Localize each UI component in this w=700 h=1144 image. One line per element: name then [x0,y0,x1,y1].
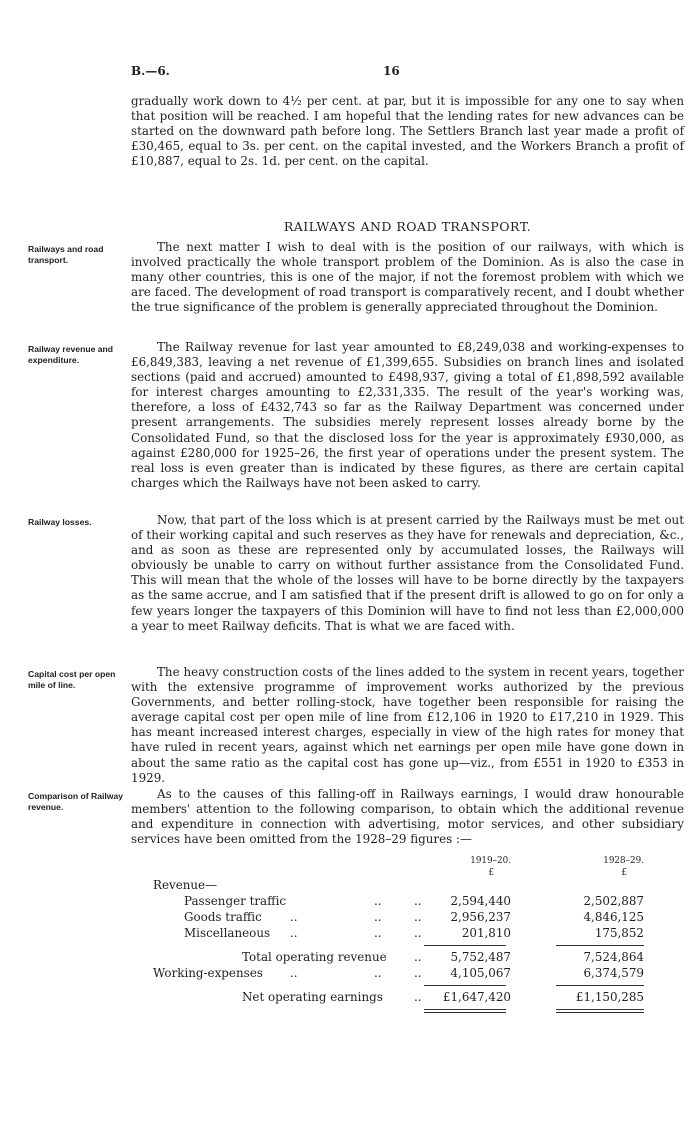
row-value-1919: 201,810 [461,926,511,940]
paragraph: The next matter I wish to deal with is the position of our railways, with which is involved practically the whole transport problem of the Dominion. As is also the case in many other countries, this is one of the major, if not the foremost problem with which we are faced. The development of road transport is comparatively recent, and I doubt whether the true significance of the problem is generally appreciated throughout the Dominion. [131,240,684,315]
subtotal-rule [556,945,644,946]
side-note-capital-cost: Capital cost per open mile of line. [28,669,116,690]
subtotal-rule [424,985,506,986]
page-ref: B.—6. [131,64,170,78]
column-header-1919: 1919–20. [470,856,511,866]
net-earnings-1928: £1,150,285 [575,990,644,1004]
section-heading: RAILWAYS AND ROAD TRANSPORT. [283,219,532,234]
row-label: Passenger traffic [184,894,287,908]
side-note-railway-losses: Railway losses. [28,517,92,527]
side-note-railways-road: Railways and road transport. [28,244,104,265]
working-expenses-1919: 4,105,067 [450,966,511,980]
row-label: Miscellaneous [184,926,271,940]
revenue-label-row [131,878,684,894]
page-number: 16 [383,64,400,78]
double-rule [556,1012,644,1013]
row-value-1928: 4,846,125 [583,910,644,924]
column-header-1928: 1928–29. [603,856,644,866]
net-earnings-1919: £1,647,420 [442,990,511,1004]
total-revenue-1928: 7,524,864 [583,950,644,964]
section-comparison [131,787,684,847]
currency-symbol: £ [488,868,494,878]
side-note-revenue-expenditure: Railway revenue and expenditure. [28,344,114,365]
currency-symbol: £ [621,868,627,878]
subtotal-rule [556,985,644,986]
working-expenses-label: Working-expenses [153,966,263,980]
subtotal-rule [424,945,506,946]
intro-paragraph-block [131,94,684,169]
double-rule [424,1012,506,1013]
side-note-comparison: Comparison of Railway revenue. [28,791,124,812]
total-revenue-1919: 5,752,487 [450,950,511,964]
total-revenue-label: Total operating revenue [242,950,387,964]
paragraph: The heavy construction costs of the lines added to the system in recent years, together with the extensive programme of improvement works authorized by the previous Governments, and better rolling-stock, have together been responsible for raising the average capital cost per open mile of line from £12,106 in 1920 to £17,210 in 1929. This has meant increased interest charges, especially in view of the high rates for money that have ruled in recent years, against which net earnings per open mile have gone down in about the same ratio as the capital cost has gone up—viz., from £551 in 1920 to £353 in 1929. [131,665,684,785]
row-value-1919: 2,956,237 [450,910,511,924]
table-row: Passenger traffic .. .. 2,594,440 2,502,887 [184,894,644,908]
table-row: Goods traffic .. .. .. 2,956,237 4,846,125 [184,910,644,924]
intro-paragraph: gradually work down to 4½ per cent. at par, but it is impossible for any one to say when that position will be reached. I am hopeful that the lending rates for new advances can be started on the downward path before long. The Settlers Branch last year made a profit of £30,465, equal to 3s. per cent. on the capital invested, and the Workers Branch a profit of £10,887, equal to 2s. 1d. per cent. on the capital. [131,94,684,169]
paragraph: The Railway revenue for last year amounted to £8,249,038 and working-expenses to £6,849,383, leaving a net revenue of £1,399,655. Subsidies on branch lines and isolated sections (paid and accrued) amounted to £498,937, giving a total of £1,898,592 available for interest charges amounting to £2,331,335. The result of the year's working was, therefore, a loss of £432,743 so far as the Railway Department was concerned under present arrangements. The subsidies merely represent losses already borne by the Consolidated Fund, so that the disclosed loss for the year is approximately £930,000, as against £280,000 for 1925–26, the first year of operations under the present system. The real loss is even greater than is indicated by these figures, as there are certain capital charges which the Railways have not been asked to carry. [131,340,684,490]
row-label: Goods traffic [184,910,262,924]
revenue-label: Revenue— [153,878,217,892]
paragraph: As to the causes of this falling-off in Railways earnings, I would draw honourable members' attention to the following comparison, to obtain which the additional revenue and expenditure in connection with advertising, motor services, and other subsidiary services have been omitted from the 1928–29 figures :— [131,787,684,847]
double-rule [424,1009,506,1010]
working-expenses-row: Working-expenses .. .. .. 4,105,067 6,374,579 [153,966,644,980]
paragraph: Now, that part of the loss which is at present carried by the Railways must be met out of their working capital and such reserves as they have for renewals and depreciation, &c., and as soon as these are represented only by accumulated losses, the Railways will obviously be unable to carry on without further assistance from the Consolidated Fund. This will mean that the whole of the losses will have to be borne directly by the taxpayers as the same accrue, and I am satisfied that if the present drift is allowed to go on for only a few years longer the taxpayers of this Dominion will have to find not less than £2,000,000 a year to meet Railway deficits. That is what we are faced with. [131,513,684,633]
total-revenue-row: Total operating revenue .. 5,752,487 7,524,864 [242,950,644,964]
section-capital-cost [131,665,684,786]
section-railway-losses [131,513,684,634]
row-value-1928: 2,502,887 [583,894,644,908]
working-expenses-1928: 6,374,579 [583,966,644,980]
section-railways-road [131,240,684,315]
row-value-1919: 2,594,440 [450,894,511,908]
row-value-1928: 175,852 [594,926,644,940]
section-revenue-expenditure [131,340,684,491]
double-rule [556,1009,644,1010]
net-earnings-label: Net operating earnings [242,990,383,1004]
table-row: Miscellaneous .. .. .. 201,810 175,852 [184,926,644,940]
net-earnings-row: Net operating earnings .. £1,647,420 £1,150,285 [242,990,644,1004]
